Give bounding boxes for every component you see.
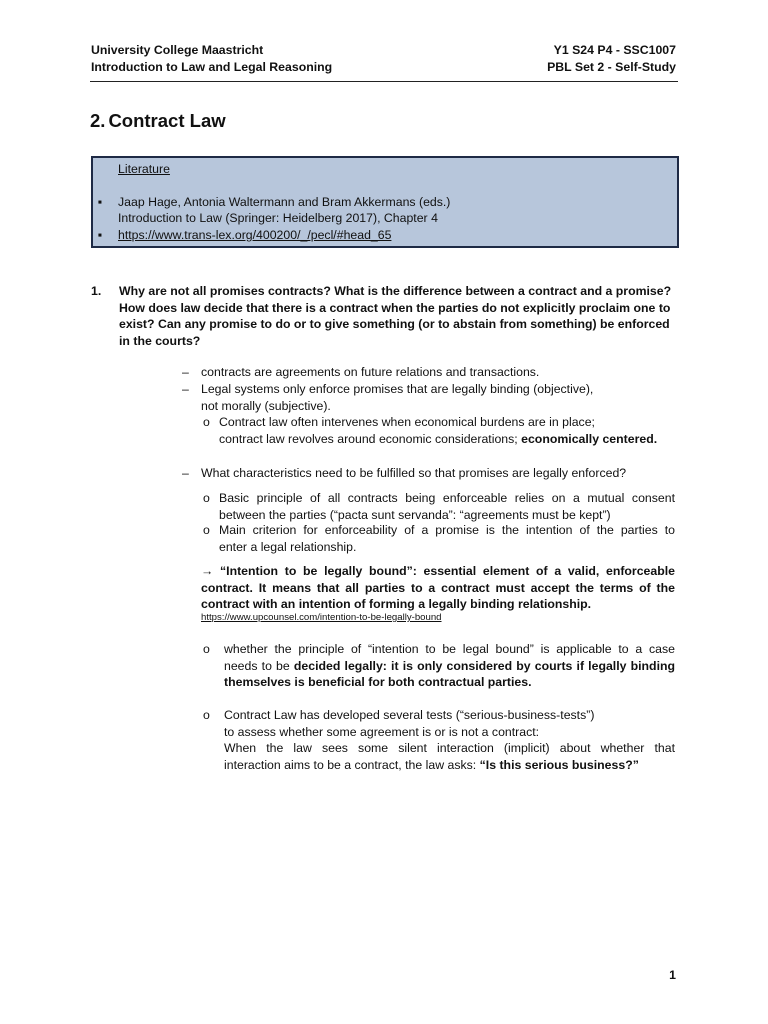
intention-line-1 [201,563,675,580]
question-number: 1. [91,284,102,298]
dash-icon: – [182,466,189,480]
note-principle-line-2 [224,658,675,675]
section-title-text: Contract Law [108,110,226,131]
note-mutual-consent-line-2: between the parties (“pacta sunt servanda”: “agreements must be kept”) [219,507,611,522]
note-legal-systems-line-1: Legal systems only enforce promises that are legally binding (objective), [201,382,594,396]
note-characteristics: What characteristics need to be fulfilled so that promises are legally enforced? [201,466,627,480]
section-number: 2. [90,110,106,131]
note-serious-line-4-bold: “Is this serious business?” [479,757,639,772]
note-main-criterion-line-2: enter a legal relationship. [219,539,357,554]
header-left [91,42,332,75]
note-principle-line-2-bold: decided legally: it is only considered by courts if legally binding [293,658,676,673]
dash-icon: – [182,365,189,379]
note-serious-line-4 [224,757,675,774]
page-number: 1 [669,968,676,982]
literature-link[interactable]: https://www.trans-lex.org/400200/_/pecl/#head_65 [118,228,392,242]
intention-block [201,563,675,613]
note-mutual-consent-line-1: Basic principle of all contracts being enforceable relies on a mutual consent [219,491,675,505]
intention-line-2: contract. It means that all parties to a contract must accept the terms of the [201,580,675,595]
note-contract-law-plain: contract law revolves around economic considerations; [219,432,518,446]
note-contracts: contracts are agreements on future relations and transactions. [201,365,540,379]
note-serious-line-4-plain: interaction aims to be a contract, the law asks: [224,757,477,772]
course-name: Introduction to Law and Legal Reasoning [91,59,333,74]
header-divider [90,81,678,82]
literature-item-1-line-1: Jaap Hage, Antonia Waltermann and Bram Akkermans (eds.) [118,195,451,209]
note-contract-law-bold: economically centered. [521,432,658,446]
bullet-icon: ▪ [97,228,103,242]
note-serious-business [224,707,675,773]
note-serious-line-3: When the law sees some silent interaction (implicit) about whether that [224,741,675,756]
circle-bullet-icon: o [203,642,210,656]
question-line: in the courts? [119,333,201,348]
course-code: Y1 S24 P4 - SSC1007 [553,43,676,57]
note-principle-applicable [224,641,675,691]
institution-name: University College Maastricht [91,43,264,57]
note-legal-systems-line-2: not morally (subjective). [201,399,331,413]
arrow-right-icon: → [201,564,214,578]
note-serious-line-1: Contract Law has developed several tests (“serious-business-tests”) [224,708,595,722]
note-serious-line-2: to assess whether some agreement is or is not a contract: [224,724,540,739]
note-principle-line-2-plain: needs to be [224,658,290,673]
note-contract-law-line-2 [219,431,657,448]
note-main-criterion-line-1: Main criterion for enforceability of a promise is the intention of the parties to [219,523,675,537]
note-principle-line-3: themselves is beneficial for both contractual parties. [224,675,532,690]
note-contract-law-line-1: Contract law often intervenes when economical burdens are in place; [219,415,595,429]
question-text [119,283,675,349]
literature-item-1-line-2: Introduction to Law (Springer: Heidelberg 2017), Chapter 4 [118,211,438,225]
dash-icon: – [182,382,189,396]
note-main-criterion [219,522,675,555]
literature-heading: Literature [118,162,170,176]
upcounsel-link[interactable]: https://www.upcounsel.com/intention-to-be-legally-bound [201,612,442,623]
question-line: Why are not all promises contracts? What is the difference between a contract and a promise? [119,284,672,298]
header-right [547,42,676,75]
circle-bullet-icon: o [203,523,210,537]
section-title [90,109,226,133]
circle-bullet-icon: o [203,708,210,722]
question-line: exist? Can any promise to do or to give something (or to abstain from something) be enforced [119,317,670,332]
question-line: How does law decide that there is a contract when the parties do not explicitly proclaim one to [119,300,671,315]
note-principle-line-1: whether the principle of “intention to be legal bound” is applicable to a case [224,642,675,656]
intention-line-3: contract with an intention of forming a legally binding relationship. [201,597,592,612]
note-mutual-consent [219,490,675,523]
bullet-icon: ▪ [97,195,103,209]
set-label: PBL Set 2 - Self-Study [547,59,676,74]
circle-bullet-icon: o [203,491,210,505]
intention-line-1-text: “Intention to be legally bound”: essential element of a valid, enforceable [220,564,676,578]
circle-bullet-icon: o [203,415,210,429]
